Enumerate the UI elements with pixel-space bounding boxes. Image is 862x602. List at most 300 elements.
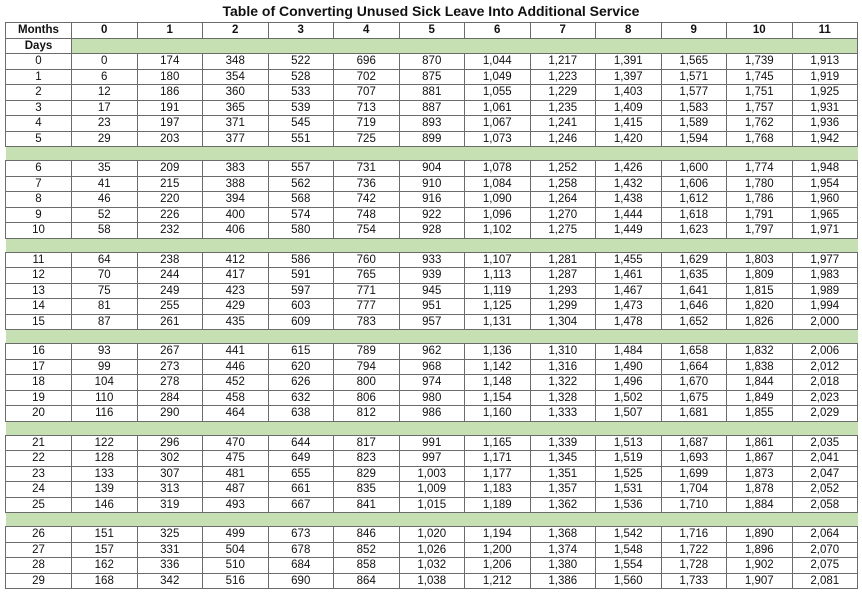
day-label: 7 bbox=[6, 176, 72, 192]
service-days-cell: 1,397 bbox=[596, 69, 662, 85]
service-days-cell: 1,965 bbox=[792, 207, 858, 223]
service-days-cell: 215 bbox=[137, 176, 203, 192]
service-days-cell: 1,687 bbox=[661, 435, 727, 451]
service-days-cell: 331 bbox=[137, 542, 203, 558]
service-days-cell: 1,200 bbox=[465, 542, 531, 558]
service-days-cell: 1,762 bbox=[727, 116, 793, 132]
service-days-cell: 2,070 bbox=[792, 542, 858, 558]
day-label: 0 bbox=[6, 54, 72, 70]
service-days-cell: 1,925 bbox=[792, 85, 858, 101]
table-row bbox=[6, 482, 858, 498]
service-days-cell: 1,119 bbox=[465, 283, 531, 299]
service-days-cell: 1,386 bbox=[530, 573, 596, 589]
service-days-cell: 1,061 bbox=[465, 100, 531, 116]
service-days-cell: 649 bbox=[268, 451, 334, 467]
service-days-cell: 626 bbox=[268, 375, 334, 391]
service-days-cell: 1,536 bbox=[596, 497, 662, 513]
service-days-cell: 580 bbox=[268, 223, 334, 239]
service-days-cell: 620 bbox=[268, 359, 334, 375]
service-days-cell: 1,304 bbox=[530, 314, 596, 330]
service-days-cell: 817 bbox=[334, 435, 400, 451]
table-row bbox=[6, 390, 858, 406]
service-days-cell: 783 bbox=[334, 314, 400, 330]
service-days-cell: 1,884 bbox=[727, 497, 793, 513]
day-label: 18 bbox=[6, 375, 72, 391]
service-days-cell: 1,212 bbox=[465, 573, 531, 589]
service-days-cell: 1,531 bbox=[596, 482, 662, 498]
service-days-cell: 1,826 bbox=[727, 314, 793, 330]
service-days-cell: 348 bbox=[203, 54, 269, 70]
service-days-cell: 1,751 bbox=[727, 85, 793, 101]
service-days-cell: 1,890 bbox=[727, 527, 793, 543]
service-days-cell: 1,455 bbox=[596, 252, 662, 268]
service-days-cell: 180 bbox=[137, 69, 203, 85]
service-days-cell: 1,786 bbox=[727, 192, 793, 208]
service-days-cell: 696 bbox=[334, 54, 400, 70]
day-label: 8 bbox=[6, 192, 72, 208]
group-separator bbox=[6, 147, 858, 161]
service-days-cell: 1,583 bbox=[661, 100, 727, 116]
month-header: 10 bbox=[727, 23, 793, 39]
service-days-cell: 2,029 bbox=[792, 406, 858, 422]
service-days-cell: 1,409 bbox=[596, 100, 662, 116]
day-label: 14 bbox=[6, 299, 72, 315]
service-days-cell: 504 bbox=[203, 542, 269, 558]
service-days-cell: 313 bbox=[137, 482, 203, 498]
day-label: 4 bbox=[6, 116, 72, 132]
service-days-cell: 516 bbox=[203, 573, 269, 589]
service-days-cell: 186 bbox=[137, 85, 203, 101]
service-days-cell: 1,954 bbox=[792, 176, 858, 192]
service-days-cell: 2,064 bbox=[792, 527, 858, 543]
service-days-cell: 209 bbox=[137, 161, 203, 177]
service-days-cell: 1,693 bbox=[661, 451, 727, 467]
service-days-cell: 609 bbox=[268, 314, 334, 330]
service-days-cell: 35 bbox=[72, 161, 138, 177]
service-days-cell: 1,681 bbox=[661, 406, 727, 422]
service-days-cell: 17 bbox=[72, 100, 138, 116]
month-header: 3 bbox=[268, 23, 334, 39]
service-days-cell: 829 bbox=[334, 466, 400, 482]
service-days-cell: 1,380 bbox=[530, 558, 596, 574]
service-days-cell: 522 bbox=[268, 54, 334, 70]
table-row bbox=[6, 451, 858, 467]
service-days-cell: 904 bbox=[399, 161, 465, 177]
day-label: 26 bbox=[6, 527, 72, 543]
service-days-cell: 1,015 bbox=[399, 497, 465, 513]
table-row bbox=[6, 406, 858, 422]
table-row bbox=[6, 116, 858, 132]
service-days-cell: 1,107 bbox=[465, 252, 531, 268]
service-days-cell: 388 bbox=[203, 176, 269, 192]
service-days-cell: 980 bbox=[399, 390, 465, 406]
service-days-cell: 1,768 bbox=[727, 131, 793, 147]
service-days-cell: 406 bbox=[203, 223, 269, 239]
service-days-cell: 893 bbox=[399, 116, 465, 132]
service-days-cell: 1,183 bbox=[465, 482, 531, 498]
service-days-cell: 1,722 bbox=[661, 542, 727, 558]
service-days-cell: 1,328 bbox=[530, 390, 596, 406]
month-header: 5 bbox=[399, 23, 465, 39]
service-days-cell: 1,362 bbox=[530, 497, 596, 513]
service-days-cell: 261 bbox=[137, 314, 203, 330]
service-days-cell: 278 bbox=[137, 375, 203, 391]
group-separator bbox=[6, 421, 858, 435]
service-days-cell: 1,073 bbox=[465, 131, 531, 147]
service-days-cell: 1,235 bbox=[530, 100, 596, 116]
service-days-cell: 423 bbox=[203, 283, 269, 299]
service-days-cell: 1,728 bbox=[661, 558, 727, 574]
service-days-cell: 1,055 bbox=[465, 85, 531, 101]
service-days-cell: 2,035 bbox=[792, 435, 858, 451]
service-days-cell: 673 bbox=[268, 527, 334, 543]
service-days-cell: 41 bbox=[72, 176, 138, 192]
service-days-cell: 360 bbox=[203, 85, 269, 101]
service-days-cell: 1,716 bbox=[661, 527, 727, 543]
service-days-cell: 1,136 bbox=[465, 344, 531, 360]
service-days-cell: 2,052 bbox=[792, 482, 858, 498]
service-days-cell: 1,478 bbox=[596, 314, 662, 330]
group-separator-fill bbox=[6, 421, 858, 435]
service-days-cell: 1,322 bbox=[530, 375, 596, 391]
day-label: 3 bbox=[6, 100, 72, 116]
service-days-cell: 1,229 bbox=[530, 85, 596, 101]
service-days-cell: 191 bbox=[137, 100, 203, 116]
service-days-cell: 1,102 bbox=[465, 223, 531, 239]
service-days-cell: 1,044 bbox=[465, 54, 531, 70]
service-days-cell: 644 bbox=[268, 435, 334, 451]
service-days-cell: 765 bbox=[334, 268, 400, 284]
service-days-cell: 23 bbox=[72, 116, 138, 132]
service-days-cell: 1,936 bbox=[792, 116, 858, 132]
service-days-cell: 1,652 bbox=[661, 314, 727, 330]
service-days-cell: 823 bbox=[334, 451, 400, 467]
service-days-cell: 1,217 bbox=[530, 54, 596, 70]
service-days-cell: 1,467 bbox=[596, 283, 662, 299]
service-days-cell: 1,635 bbox=[661, 268, 727, 284]
service-days-cell: 2,058 bbox=[792, 497, 858, 513]
service-days-cell: 777 bbox=[334, 299, 400, 315]
service-days-cell: 1,565 bbox=[661, 54, 727, 70]
day-label: 24 bbox=[6, 482, 72, 498]
table-row bbox=[6, 299, 858, 315]
service-days-cell: 1,391 bbox=[596, 54, 662, 70]
service-days-cell: 1,896 bbox=[727, 542, 793, 558]
service-days-cell: 1,357 bbox=[530, 482, 596, 498]
service-days-cell: 933 bbox=[399, 252, 465, 268]
service-days-cell: 789 bbox=[334, 344, 400, 360]
service-days-cell: 661 bbox=[268, 482, 334, 498]
service-days-cell: 1,791 bbox=[727, 207, 793, 223]
group-separator-fill bbox=[6, 147, 858, 161]
service-days-cell: 528 bbox=[268, 69, 334, 85]
day-label: 15 bbox=[6, 314, 72, 330]
service-days-cell: 151 bbox=[72, 527, 138, 543]
service-days-cell: 342 bbox=[137, 573, 203, 589]
service-days-cell: 690 bbox=[268, 573, 334, 589]
day-label: 21 bbox=[6, 435, 72, 451]
service-days-cell: 858 bbox=[334, 558, 400, 574]
table-row bbox=[6, 344, 858, 360]
service-days-cell: 1,774 bbox=[727, 161, 793, 177]
service-days-cell: 1,513 bbox=[596, 435, 662, 451]
service-days-cell: 470 bbox=[203, 435, 269, 451]
day-label: 20 bbox=[6, 406, 72, 422]
day-label: 1 bbox=[6, 69, 72, 85]
service-days-cell: 742 bbox=[334, 192, 400, 208]
month-header: 4 bbox=[334, 23, 400, 39]
day-label: 17 bbox=[6, 359, 72, 375]
service-days-cell: 562 bbox=[268, 176, 334, 192]
day-label: 29 bbox=[6, 573, 72, 589]
service-days-cell: 713 bbox=[334, 100, 400, 116]
service-days-cell: 846 bbox=[334, 527, 400, 543]
service-days-cell: 557 bbox=[268, 161, 334, 177]
service-days-cell: 319 bbox=[137, 497, 203, 513]
service-days-cell: 487 bbox=[203, 482, 269, 498]
service-days-cell: 2,018 bbox=[792, 375, 858, 391]
service-days-cell: 655 bbox=[268, 466, 334, 482]
service-days-cell: 435 bbox=[203, 314, 269, 330]
service-days-cell: 220 bbox=[137, 192, 203, 208]
table-row bbox=[6, 314, 858, 330]
table-row bbox=[6, 223, 858, 239]
service-days-cell: 267 bbox=[137, 344, 203, 360]
service-days-cell: 1,641 bbox=[661, 283, 727, 299]
service-days-cell: 533 bbox=[268, 85, 334, 101]
service-days-cell: 1,838 bbox=[727, 359, 793, 375]
service-days-cell: 1,026 bbox=[399, 542, 465, 558]
group-separator bbox=[6, 330, 858, 344]
service-days-cell: 1,589 bbox=[661, 116, 727, 132]
service-days-cell: 499 bbox=[203, 527, 269, 543]
service-days-cell: 1,658 bbox=[661, 344, 727, 360]
service-days-cell: 58 bbox=[72, 223, 138, 239]
service-days-cell: 475 bbox=[203, 451, 269, 467]
service-days-cell: 75 bbox=[72, 283, 138, 299]
table-row bbox=[6, 542, 858, 558]
service-days-cell: 702 bbox=[334, 69, 400, 85]
service-days-cell: 1,820 bbox=[727, 299, 793, 315]
months-header-row bbox=[6, 23, 858, 39]
service-days-cell: 667 bbox=[268, 497, 334, 513]
service-days-cell: 2,081 bbox=[792, 573, 858, 589]
service-days-cell: 731 bbox=[334, 161, 400, 177]
service-days-cell: 1,757 bbox=[727, 100, 793, 116]
service-days-cell: 116 bbox=[72, 406, 138, 422]
service-days-cell: 754 bbox=[334, 223, 400, 239]
service-days-cell: 273 bbox=[137, 359, 203, 375]
table-row bbox=[6, 558, 858, 574]
service-days-cell: 1,994 bbox=[792, 299, 858, 315]
service-days-cell: 1,032 bbox=[399, 558, 465, 574]
month-header: 2 bbox=[203, 23, 269, 39]
service-days-cell: 1,310 bbox=[530, 344, 596, 360]
service-days-cell: 302 bbox=[137, 451, 203, 467]
group-separator-fill bbox=[6, 330, 858, 344]
table-row bbox=[6, 161, 858, 177]
table-body bbox=[6, 54, 858, 589]
service-days-cell: 887 bbox=[399, 100, 465, 116]
service-days-cell: 1,038 bbox=[399, 573, 465, 589]
service-days-cell: 29 bbox=[72, 131, 138, 147]
service-days-cell: 615 bbox=[268, 344, 334, 360]
service-days-cell: 1,606 bbox=[661, 176, 727, 192]
day-label: 11 bbox=[6, 252, 72, 268]
service-days-cell: 1,577 bbox=[661, 85, 727, 101]
day-label: 10 bbox=[6, 223, 72, 239]
table-row bbox=[6, 527, 858, 543]
month-header: 6 bbox=[465, 23, 531, 39]
service-days-cell: 539 bbox=[268, 100, 334, 116]
day-label: 13 bbox=[6, 283, 72, 299]
service-days-cell: 1,241 bbox=[530, 116, 596, 132]
service-days-cell: 957 bbox=[399, 314, 465, 330]
service-days-cell: 1,942 bbox=[792, 131, 858, 147]
service-days-cell: 1,426 bbox=[596, 161, 662, 177]
service-days-cell: 1,560 bbox=[596, 573, 662, 589]
service-days-cell: 1,264 bbox=[530, 192, 596, 208]
day-label: 9 bbox=[6, 207, 72, 223]
service-days-cell: 1,299 bbox=[530, 299, 596, 315]
service-days-cell: 1,855 bbox=[727, 406, 793, 422]
service-days-cell: 1,154 bbox=[465, 390, 531, 406]
service-days-cell: 939 bbox=[399, 268, 465, 284]
service-days-cell: 899 bbox=[399, 131, 465, 147]
service-days-cell: 591 bbox=[268, 268, 334, 284]
service-days-cell: 87 bbox=[72, 314, 138, 330]
service-days-cell: 991 bbox=[399, 435, 465, 451]
service-days-cell: 104 bbox=[72, 375, 138, 391]
service-days-cell: 446 bbox=[203, 359, 269, 375]
table-row bbox=[6, 466, 858, 482]
service-days-cell: 1,177 bbox=[465, 466, 531, 482]
service-days-cell: 1,194 bbox=[465, 527, 531, 543]
service-days-cell: 371 bbox=[203, 116, 269, 132]
service-days-cell: 1,333 bbox=[530, 406, 596, 422]
service-days-cell: 1,113 bbox=[465, 268, 531, 284]
service-days-cell: 1,461 bbox=[596, 268, 662, 284]
service-days-cell: 1,084 bbox=[465, 176, 531, 192]
group-separator bbox=[6, 513, 858, 527]
service-days-cell: 412 bbox=[203, 252, 269, 268]
service-days-cell: 1,803 bbox=[727, 252, 793, 268]
service-days-cell: 910 bbox=[399, 176, 465, 192]
service-days-cell: 719 bbox=[334, 116, 400, 132]
service-days-cell: 852 bbox=[334, 542, 400, 558]
service-days-cell: 1,646 bbox=[661, 299, 727, 315]
service-days-cell: 6 bbox=[72, 69, 138, 85]
day-label: 23 bbox=[6, 466, 72, 482]
table-row bbox=[6, 85, 858, 101]
service-days-cell: 1,971 bbox=[792, 223, 858, 239]
service-days-cell: 800 bbox=[334, 375, 400, 391]
service-days-cell: 458 bbox=[203, 390, 269, 406]
day-label: 2 bbox=[6, 85, 72, 101]
service-days-cell: 1,449 bbox=[596, 223, 662, 239]
service-days-cell: 841 bbox=[334, 497, 400, 513]
service-days-cell: 870 bbox=[399, 54, 465, 70]
service-days-cell: 244 bbox=[137, 268, 203, 284]
service-days-cell: 574 bbox=[268, 207, 334, 223]
service-days-cell: 2,023 bbox=[792, 390, 858, 406]
day-label: 28 bbox=[6, 558, 72, 574]
service-days-cell: 93 bbox=[72, 344, 138, 360]
service-days-cell: 157 bbox=[72, 542, 138, 558]
service-days-cell: 0 bbox=[72, 54, 138, 70]
service-days-cell: 1,861 bbox=[727, 435, 793, 451]
service-days-cell: 1,832 bbox=[727, 344, 793, 360]
service-days-cell: 284 bbox=[137, 390, 203, 406]
service-days-cell: 1,519 bbox=[596, 451, 662, 467]
service-days-cell: 383 bbox=[203, 161, 269, 177]
service-days-cell: 760 bbox=[334, 252, 400, 268]
service-days-cell: 1,316 bbox=[530, 359, 596, 375]
table-row bbox=[6, 192, 858, 208]
service-days-cell: 638 bbox=[268, 406, 334, 422]
days-label: Days bbox=[6, 38, 72, 54]
service-days-cell: 255 bbox=[137, 299, 203, 315]
day-label: 19 bbox=[6, 390, 72, 406]
service-days-cell: 1,148 bbox=[465, 375, 531, 391]
service-days-cell: 748 bbox=[334, 207, 400, 223]
service-days-cell: 875 bbox=[399, 69, 465, 85]
sick-leave-conversion-table bbox=[5, 22, 858, 589]
service-days-cell: 1,780 bbox=[727, 176, 793, 192]
month-header: 0 bbox=[72, 23, 138, 39]
service-days-cell: 1,049 bbox=[465, 69, 531, 85]
service-days-cell: 1,090 bbox=[465, 192, 531, 208]
service-days-cell: 1,484 bbox=[596, 344, 662, 360]
service-days-cell: 290 bbox=[137, 406, 203, 422]
service-days-cell: 81 bbox=[72, 299, 138, 315]
service-days-cell: 771 bbox=[334, 283, 400, 299]
service-days-cell: 551 bbox=[268, 131, 334, 147]
service-days-cell: 354 bbox=[203, 69, 269, 85]
service-days-cell: 1,675 bbox=[661, 390, 727, 406]
service-days-cell: 922 bbox=[399, 207, 465, 223]
service-days-cell: 725 bbox=[334, 131, 400, 147]
service-days-cell: 133 bbox=[72, 466, 138, 482]
month-header: 7 bbox=[530, 23, 596, 39]
table-row bbox=[6, 69, 858, 85]
service-days-cell: 1,919 bbox=[792, 69, 858, 85]
service-days-cell: 1,096 bbox=[465, 207, 531, 223]
service-days-cell: 1,571 bbox=[661, 69, 727, 85]
service-days-cell: 493 bbox=[203, 497, 269, 513]
service-days-cell: 1,878 bbox=[727, 482, 793, 498]
service-days-cell: 962 bbox=[399, 344, 465, 360]
service-days-cell: 1,189 bbox=[465, 497, 531, 513]
service-days-cell: 1,270 bbox=[530, 207, 596, 223]
service-days-cell: 238 bbox=[137, 252, 203, 268]
service-days-cell: 1,246 bbox=[530, 131, 596, 147]
days-header-row bbox=[6, 38, 858, 54]
table-row bbox=[6, 176, 858, 192]
service-days-cell: 1,913 bbox=[792, 54, 858, 70]
service-days-cell: 1,948 bbox=[792, 161, 858, 177]
service-days-cell: 1,733 bbox=[661, 573, 727, 589]
table-row bbox=[6, 283, 858, 299]
service-days-cell: 997 bbox=[399, 451, 465, 467]
group-separator-fill bbox=[6, 513, 858, 527]
service-days-cell: 1,020 bbox=[399, 527, 465, 543]
service-days-cell: 1,704 bbox=[661, 482, 727, 498]
service-days-cell: 1,009 bbox=[399, 482, 465, 498]
table-row bbox=[6, 207, 858, 223]
day-label: 16 bbox=[6, 344, 72, 360]
service-days-cell: 168 bbox=[72, 573, 138, 589]
